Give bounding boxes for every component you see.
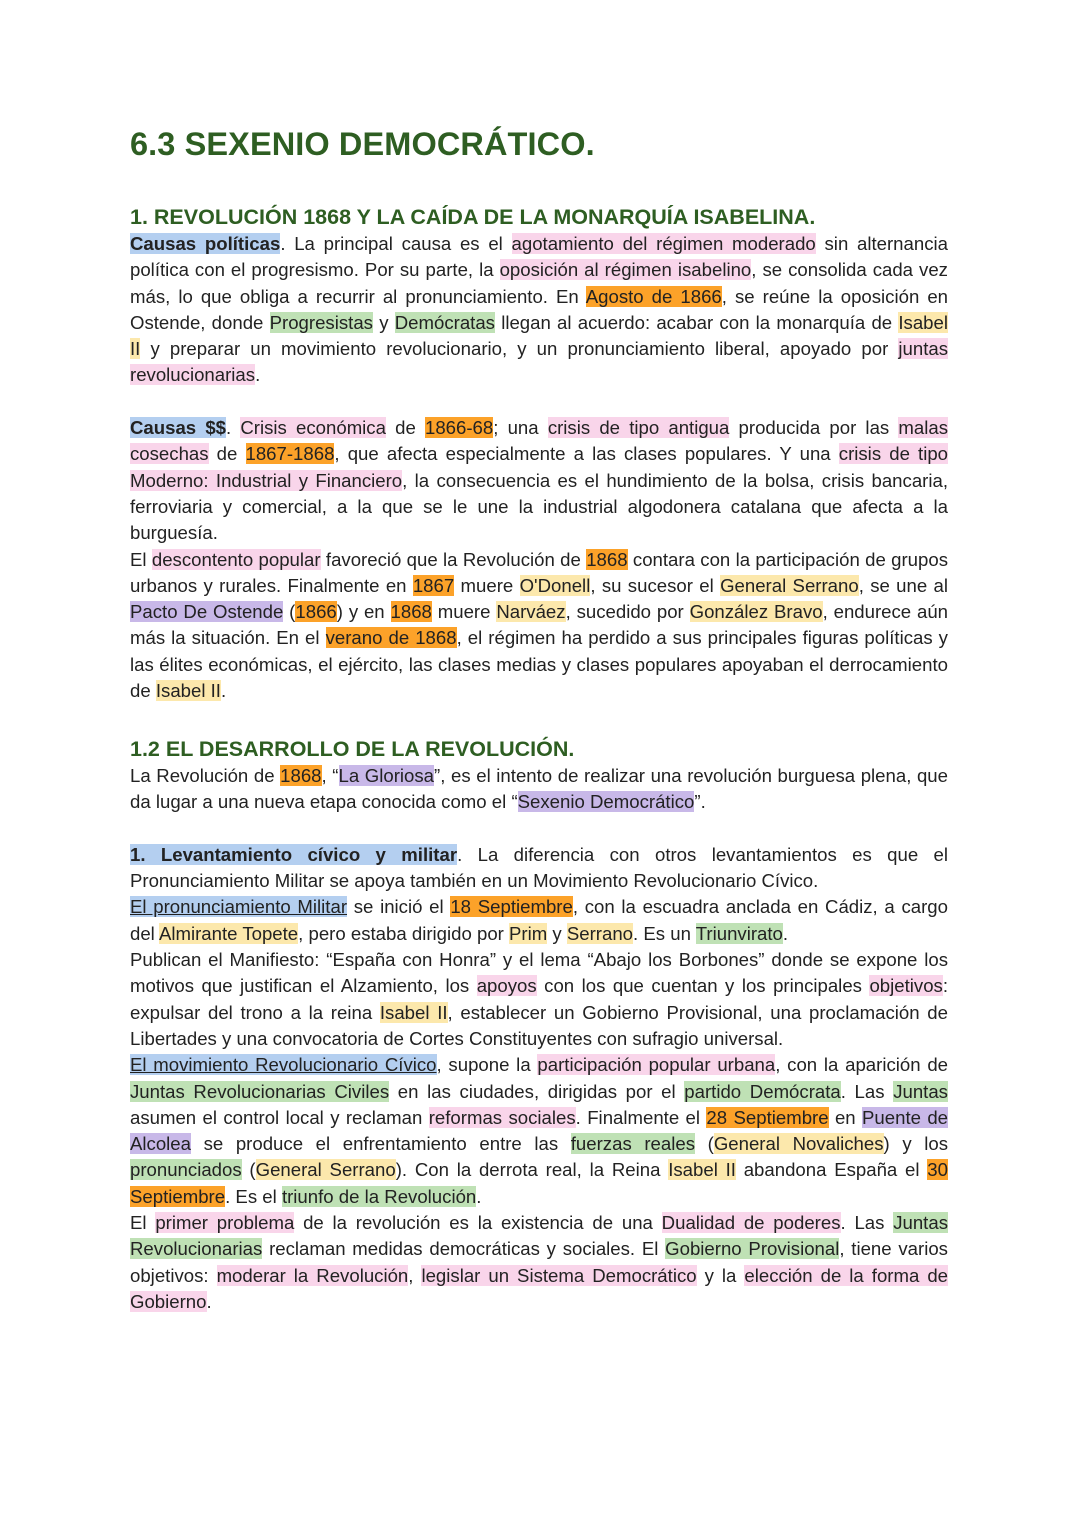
text-run: de <box>208 443 246 465</box>
highlight-orange: Agosto de 1866 <box>585 285 722 307</box>
text-run: , sucedido por <box>565 601 690 623</box>
highlight-orange: 1868 <box>586 548 628 570</box>
text-run: . Las <box>840 1212 894 1234</box>
paragraph-levantamiento <box>130 842 948 895</box>
text-run: , la consecuencia es el hundimiento de la bolsa, crisis bancaria, ferroviaria y comercial, a la que se le une la industrial algodonera catalana que afecta a la burguesía. <box>130 469 948 544</box>
text-run: El <box>130 1212 156 1234</box>
highlight-purple: La Gloriosa <box>338 765 435 786</box>
text-run: asumen el control local y reclaman <box>130 1106 429 1128</box>
text-run: . Finalmente el <box>575 1106 707 1128</box>
highlight-pink: reformas sociales <box>428 1106 576 1128</box>
text-run: , pero estaba dirigido por <box>298 922 510 944</box>
text-run: . <box>226 417 241 439</box>
text-run: La Revolución de <box>130 765 281 786</box>
section-heading: 1. REVOLUCIÓN 1868 Y LA CAÍDA DE LA MONARQUÍA ISABELINA. <box>130 205 816 229</box>
text-run: . Las <box>840 1080 894 1102</box>
highlight-pink: apoyos <box>476 975 537 997</box>
text-run: se produce el enfrentamiento entre las <box>190 1133 571 1155</box>
highlight-blue: Causas $$ <box>130 417 227 439</box>
highlight-yellow: Isabel II <box>379 1001 448 1023</box>
text-run: , supone la <box>436 1054 538 1076</box>
text-run: . <box>782 922 789 944</box>
highlight-pink: descontento popular <box>151 548 321 570</box>
text-run: de la revolución es la existencia de una <box>294 1212 662 1234</box>
paragraph-causas-economicas <box>130 415 948 546</box>
text-run: , establecer un Gobierno Provisional, una proclamación de Libertades y una convocatoria de Cortes Constituyentes con sufragio universal. <box>130 1001 948 1049</box>
highlight-blue: El movimiento Revolucionario Cívico <box>130 1054 437 1076</box>
highlight-yellow: General Serrano <box>255 1159 396 1181</box>
highlight-orange: 1866 <box>295 601 337 623</box>
text-run: muere <box>431 601 497 623</box>
highlight-pink: malas cosechas <box>130 417 948 465</box>
paragraph-la-gloriosa <box>130 763 948 816</box>
highlight-pink: Dualidad de poderes <box>661 1212 841 1234</box>
highlight-blue: El pronunciamiento Militar <box>130 896 348 918</box>
text-run: ). Con la derrota real, la Reina <box>395 1159 669 1181</box>
highlight-orange: 28 Septiembre <box>706 1106 829 1128</box>
text-run: ) y en <box>336 601 391 623</box>
text-run: abandona España el <box>735 1159 928 1181</box>
highlight-purple: Sexenio Democrático <box>517 791 695 813</box>
text-run: y la <box>696 1264 745 1286</box>
text-run: producida por las <box>729 417 899 439</box>
text-run: de <box>385 417 425 439</box>
text-run: , se consolida cada vez más, lo que obliga a recurrir al pronunciamiento. En <box>130 259 948 307</box>
highlight-green: Triunvirato <box>695 922 783 944</box>
text-run: llegan al acuerdo: acabar con la monarquía de <box>494 311 899 333</box>
text-run: ) y los <box>883 1133 949 1155</box>
text-run: y <box>372 311 395 333</box>
text-run: muere <box>454 574 520 596</box>
text-run: y <box>547 922 567 944</box>
text-run: contara con la participación de grupos urbanos y rurales. Finalmente en <box>130 548 948 596</box>
paragraph-pronunciamiento-militar <box>130 894 948 947</box>
highlight-green: fuerzas reales <box>570 1133 695 1155</box>
text-run: ”, es el intento de realizar una revolución burguesa plena, que da lugar a una nueva etapa conocida como el “ <box>130 765 948 813</box>
highlight-green: Juntas Revolucionarias <box>130 1212 948 1260</box>
text-run: y preparar un movimiento revolucionario, y un pronunciamiento liberal, apoyado por <box>140 338 899 360</box>
text-run: , <box>408 1264 422 1286</box>
highlight-pink: crisis de tipo antigua <box>547 417 730 439</box>
paragraph-manifiesto <box>130 947 948 1052</box>
highlight-blue: Causas políticas <box>130 233 281 254</box>
paragraph-movimiento-civico <box>130 1052 948 1210</box>
highlight-orange: 1866-68 <box>425 417 494 439</box>
text-run: : expulsar del trono a la reina <box>130 975 949 1023</box>
highlight-orange: verano de 1868 <box>325 627 457 649</box>
highlight-pink: crisis de tipo Moderno: Industrial y Financiero <box>130 443 949 491</box>
text-run: ( <box>241 1159 256 1181</box>
text-run: reclaman medidas democráticas y sociales. El <box>262 1238 666 1260</box>
highlight-yellow: Almirante Topete <box>158 922 299 944</box>
highlight-pink: objetivos <box>869 975 943 997</box>
highlight-pink: moderar la Revolución <box>216 1264 409 1286</box>
text-run: , se une al <box>858 574 949 596</box>
highlight-yellow: Prim <box>509 922 548 944</box>
highlight-purple: Pacto De Ostende <box>130 601 284 623</box>
text-run: , “ <box>321 765 339 786</box>
highlight-pink: oposición al régimen isabelino <box>499 259 752 281</box>
highlight-orange: 30 Septiembre <box>130 1159 948 1207</box>
highlight-blue: 1. Levantamiento cívico y militar <box>130 843 458 865</box>
text-run: . Es el <box>225 1185 282 1207</box>
highlight-green: triunfo de la Revolución <box>281 1185 477 1207</box>
highlight-yellow: General Novaliches <box>713 1133 884 1155</box>
text-run: ; una <box>493 417 548 439</box>
highlight-yellow: Serrano <box>566 922 634 944</box>
text-run: , con la aparición de <box>775 1054 949 1076</box>
highlight-pink: primer problema <box>155 1212 295 1234</box>
text-run: , su sucesor el <box>590 574 721 596</box>
highlight-orange: 1867-1868 <box>245 443 335 465</box>
text-run: , se reúne la oposición en Ostende, donde <box>130 285 949 333</box>
highlight-orange: 18 Septiembre <box>450 896 573 918</box>
highlight-yellow: Narváez <box>496 601 566 623</box>
highlight-yellow: Isabel II <box>668 1159 736 1181</box>
highlight-orange: 1868 <box>280 765 322 786</box>
text-run: . La principal causa es el <box>280 233 512 254</box>
text-run: , que afecta especialmente a las clases populares. Y una <box>334 443 839 465</box>
text-run: El <box>130 548 152 570</box>
highlight-green: Gobierno Provisional <box>665 1238 840 1260</box>
text-run: , endurece aún más la situación. En el <box>130 601 949 649</box>
text-run: , tiene varios objetivos: <box>130 1238 948 1286</box>
highlight-pink: participación popular urbana <box>537 1054 776 1076</box>
text-run: ”. <box>694 791 706 813</box>
text-run: en <box>828 1106 863 1128</box>
text-run: ( <box>695 1133 714 1155</box>
paragraph-dualidad-poderes <box>130 1210 948 1315</box>
text-run: favoreció que la Revolución de <box>320 548 587 570</box>
text-run: ( <box>283 601 296 623</box>
text-run: . <box>476 1185 482 1207</box>
text-run: . <box>206 1290 212 1312</box>
highlight-green: Progresistas <box>269 311 373 333</box>
highlight-pink: elección de la forma de Gobierno <box>130 1264 948 1312</box>
text-run: se inició el <box>347 896 451 918</box>
highlight-pink: juntas revolucionarias <box>130 338 948 386</box>
highlight-orange: 1868 <box>390 601 432 623</box>
text-run: sin alternancia política con el progresismo. Por su parte, la <box>130 233 948 281</box>
text-run: . <box>220 680 227 702</box>
text-run: , el régimen ha perdido a sus principales figuras políticas y las élites económicas, el ejército, las clases medias y clases populares apoyaban el derrocamiento de <box>130 627 948 702</box>
highlight-green: Demócratas <box>394 311 495 333</box>
highlight-green: pronunciados <box>130 1159 242 1181</box>
paragraph-causas-politicas <box>130 231 948 389</box>
text-run: . La diferencia con otros levantamientos es que el Pronunciamiento Militar se apoya también en un Movimiento Revolucionario Cívico. <box>130 843 948 892</box>
highlight-yellow: O'Donell <box>519 574 591 596</box>
highlight-yellow: Isabel II <box>130 311 948 360</box>
highlight-yellow: Isabel II <box>155 680 221 702</box>
text-run: , con la escuadra anclada en Cádiz, a cargo del <box>130 896 948 944</box>
text-run: con los que cuentan y los principales <box>536 975 870 997</box>
text-run: . Es un <box>633 922 696 944</box>
text-run: Publican el Manifiesto: “España con Honra” y el lema “Abajo los Borbones” donde se expone los motivos que justifican el Alzamiento, los <box>130 949 948 997</box>
section-heading: 1.2 EL DESARROLLO DE LA REVOLUCIÓN. <box>130 737 575 761</box>
highlight-pink: legislar un Sistema Democrático <box>421 1264 697 1286</box>
highlight-green: partido Demócrata <box>684 1080 841 1102</box>
text-run: en las ciudades, dirigidas por el <box>389 1080 685 1102</box>
highlight-pink: agotamiento del régimen moderado <box>511 233 816 254</box>
highlight-orange: 1867 <box>412 574 455 596</box>
text-run: . <box>255 364 261 386</box>
highlight-pink: Crisis económica <box>240 417 386 439</box>
highlight-purple: Puente de Alcolea <box>130 1106 949 1155</box>
highlight-yellow: General Serrano <box>720 574 859 596</box>
page-title: 6.3 SEXENIO DEMOCRÁTICO. <box>130 126 595 162</box>
section-desarrollo-revolucion <box>130 735 948 1315</box>
highlight-yellow: González Bravo <box>689 601 823 623</box>
section-revolucion-1868 <box>130 203 948 704</box>
highlight-green: Juntas Revolucionarias Civiles <box>130 1080 390 1102</box>
highlight-green: Juntas <box>893 1080 948 1102</box>
paragraph-descontento-popular <box>130 547 948 705</box>
